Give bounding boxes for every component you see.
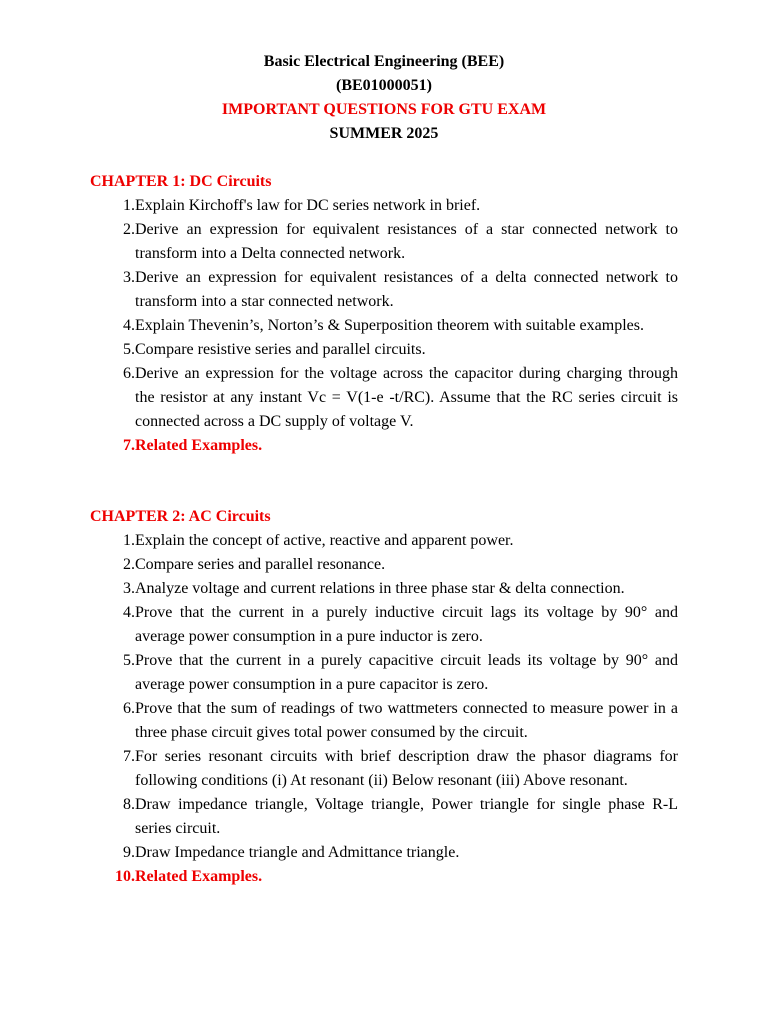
- course-title: Basic Electrical Engineering (BEE): [263, 53, 505, 70]
- list-item: 1. Explain Kirchoff's law for DC series network in brief.: [123, 197, 481, 214]
- chapter-1-title: CHAPTER 1: DC Circuits: [90, 173, 272, 190]
- question-text: Prove that the sum of readings of two wattmeters connected to measure power in a three phase circuit gives total power consumed by the circuit.: [135, 700, 678, 741]
- question-text: Derive an expression for equivalent resistances of a star connected network to transform into a Delta connected network.: [135, 221, 678, 262]
- list-item: 9. Draw Impedance triangle and Admittance triangle.: [123, 844, 460, 861]
- course-code: (BE01000051): [336, 77, 432, 94]
- question-text: Compare series and parallel resonance.: [135, 556, 386, 573]
- related-examples-item: 10. Related Examples.: [115, 868, 263, 885]
- list-item: 7. For series resonant circuits with brief description draw the phasor diagrams for following conditions (i) At resonant (ii) Below resonant (iii) Above resonant.: [123, 748, 678, 789]
- question-text: Prove that the current in a purely inductive circuit lags its voltage by 90° and average power consumption in a pure inductor is zero.: [135, 604, 678, 645]
- list-item: 2. Compare series and parallel resonance.: [123, 556, 386, 573]
- chapter-2-title: CHAPTER 2: AC Circuits: [90, 508, 271, 525]
- chapter-2-section: [90, 505, 678, 889]
- chapter-2-question-list: [90, 529, 678, 889]
- document-header: [0, 50, 768, 146]
- question-text: Derive an expression for equivalent resistances of a delta connected network to transform into a star connected network.: [135, 269, 678, 310]
- exam-session: SUMMER 2025: [329, 125, 439, 142]
- question-text: Explain Kirchoff's law for DC series network in brief.: [135, 197, 481, 214]
- question-text: Explain the concept of active, reactive and apparent power.: [135, 532, 514, 549]
- list-item: 6. Prove that the sum of readings of two wattmeters connected to measure power in a three phase circuit gives total power consumed by the circuit.: [123, 700, 678, 741]
- question-text: Draw impedance triangle, Voltage triangle, Power triangle for single phase R-L series circuit.: [135, 796, 678, 837]
- question-text: Explain Thevenin’s, Norton’s & Superposition theorem with suitable examples.: [135, 317, 644, 334]
- question-text: Prove that the current in a purely capacitive circuit leads its voltage by 90° and average power consumption in a pure capacitor is zero.: [135, 652, 678, 693]
- question-text: Related Examples.: [135, 437, 263, 454]
- list-item: 5. Compare resistive series and parallel circuits.: [123, 341, 426, 358]
- question-text: Derive an expression for the voltage across the capacitor during charging through the resistor at any instant Vc = V(1-e -t/RC). Assume that the RC series circuit is connected across a DC supply of voltage V.: [135, 365, 678, 430]
- question-text: Related Examples.: [135, 868, 263, 885]
- question-text: Compare resistive series and parallel circuits.: [135, 341, 426, 358]
- list-item: 3. Derive an expression for equivalent resistances of a delta connected network to transform into a star connected network.: [123, 269, 678, 310]
- list-item: 1. Explain the concept of active, reactive and apparent power.: [123, 532, 514, 549]
- list-item: 6. Derive an expression for the voltage across the capacitor during charging through the resistor at any instant Vc = V(1-e -t/RC). Assume that the RC series circuit is connected across a DC supply of voltage V.: [123, 365, 678, 430]
- list-item: 8. Draw impedance triangle, Voltage triangle, Power triangle for single phase R-L series circuit.: [123, 796, 678, 837]
- chapter-1-question-list: [90, 194, 678, 458]
- related-examples-item: 7. Related Examples.: [123, 437, 263, 454]
- list-item: 4. Prove that the current in a purely inductive circuit lags its voltage by 90° and average power consumption in a pure inductor is zero.: [123, 604, 678, 645]
- list-item: 4. Explain Thevenin’s, Norton’s & Superposition theorem with suitable examples.: [123, 317, 644, 334]
- list-item: 5. Prove that the current in a purely capacitive circuit leads its voltage by 90° and average power consumption in a pure capacitor is zero.: [123, 652, 678, 693]
- chapter-1-section: [90, 170, 678, 458]
- question-text: For series resonant circuits with brief description draw the phasor diagrams for following conditions (i) At resonant (ii) Below resonant (iii) Above resonant.: [135, 748, 678, 789]
- list-item: 3. Analyze voltage and current relations in three phase star & delta connection.: [123, 580, 625, 597]
- question-text: Draw Impedance triangle and Admittance triangle.: [135, 844, 460, 861]
- document-subtitle: IMPORTANT QUESTIONS FOR GTU EXAM: [221, 101, 547, 118]
- list-item: 2. Derive an expression for equivalent resistances of a star connected network to transform into a Delta connected network.: [123, 221, 678, 262]
- question-text: Analyze voltage and current relations in three phase star & delta connection.: [135, 580, 625, 597]
